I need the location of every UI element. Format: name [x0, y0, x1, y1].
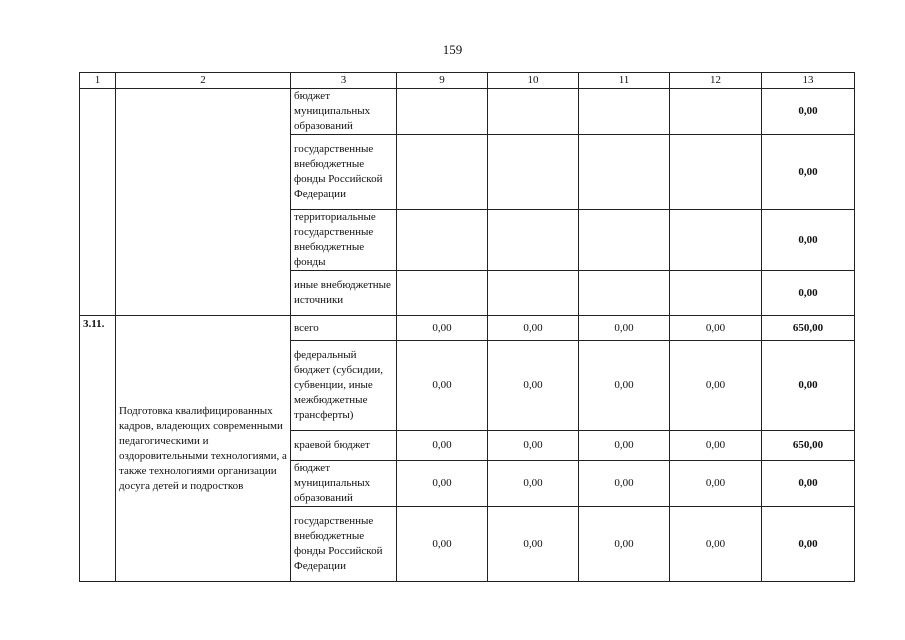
header-col-3: 3: [291, 73, 397, 89]
value-col-9: 0,00: [397, 507, 488, 582]
funding-source: всего: [291, 316, 397, 341]
value-col-9: 0,00: [397, 431, 488, 461]
value-col-10: [488, 271, 579, 316]
value-col-12: [670, 210, 762, 271]
table-row: [80, 89, 855, 135]
value-col-13: 0,00: [762, 271, 855, 316]
header-col-13: 13: [762, 73, 855, 89]
value-col-13: 0,00: [762, 341, 855, 431]
header-col-1: 1: [80, 73, 116, 89]
value-col-11: 0,00: [579, 461, 670, 507]
value-col-12: [670, 135, 762, 210]
value-col-11: 0,00: [579, 341, 670, 431]
value-col-13: 0,00: [762, 89, 855, 135]
header-col-2: 2: [116, 73, 291, 89]
funding-source: краевой бюджет: [291, 431, 397, 461]
value-col-11: 0,00: [579, 316, 670, 341]
item-description-cell: [116, 89, 291, 316]
value-col-9: 0,00: [397, 316, 488, 341]
header-col-10: 10: [488, 73, 579, 89]
funding-source: государственные внебюджетные фонды Российской Федерации: [291, 135, 397, 210]
value-col-9: [397, 210, 488, 271]
funding-source: бюджет муниципальных образований: [291, 89, 397, 135]
value-col-12: [670, 89, 762, 135]
value-col-13: 0,00: [762, 210, 855, 271]
value-col-9: [397, 89, 488, 135]
value-col-10: [488, 210, 579, 271]
value-col-11: 0,00: [579, 431, 670, 461]
value-col-10: 0,00: [488, 341, 579, 431]
funding-source: бюджет муниципальных образований: [291, 461, 397, 507]
header-col-12: 12: [670, 73, 762, 89]
value-col-10: 0,00: [488, 316, 579, 341]
budget-table: [79, 72, 855, 582]
value-col-10: 0,00: [488, 507, 579, 582]
value-col-11: [579, 210, 670, 271]
funding-source: государственные внебюджетные фонды Российской Федерации: [291, 507, 397, 582]
value-col-12: 0,00: [670, 341, 762, 431]
header-col-9: 9: [397, 73, 488, 89]
value-col-10: 0,00: [488, 461, 579, 507]
value-col-10: [488, 89, 579, 135]
value-col-9: [397, 271, 488, 316]
value-col-11: 0,00: [579, 507, 670, 582]
value-col-12: 0,00: [670, 431, 762, 461]
funding-source: территориальные государственные внебюджетные фонды: [291, 210, 397, 271]
value-col-9: 0,00: [397, 341, 488, 431]
value-col-12: 0,00: [670, 316, 762, 341]
item-number-cell: [80, 89, 116, 316]
header-row: [80, 73, 855, 89]
value-col-13: 0,00: [762, 135, 855, 210]
item-description: Подготовка квалифицированных кадров, владеющих современными педагогическими и оздоровительными технологиями, а также технологиями организации досуга детей и подростков: [116, 316, 291, 582]
table-row: [80, 316, 855, 341]
value-col-13: 0,00: [762, 507, 855, 582]
value-col-9: 0,00: [397, 461, 488, 507]
value-col-11: [579, 89, 670, 135]
value-col-11: [579, 271, 670, 316]
value-col-13: 650,00: [762, 431, 855, 461]
value-col-10: 0,00: [488, 431, 579, 461]
funding-source: федеральный бюджет (субсидии, субвенции, иные межбюджетные трансферты): [291, 341, 397, 431]
item-number: 3.11.: [80, 316, 116, 582]
value-col-11: [579, 135, 670, 210]
value-col-13: 650,00: [762, 316, 855, 341]
value-col-12: [670, 271, 762, 316]
value-col-12: 0,00: [670, 507, 762, 582]
funding-source: иные внебюджетные источники: [291, 271, 397, 316]
value-col-10: [488, 135, 579, 210]
value-col-13: 0,00: [762, 461, 855, 507]
value-col-12: 0,00: [670, 461, 762, 507]
value-col-9: [397, 135, 488, 210]
page-number: 159: [442, 42, 463, 57]
header-col-11: 11: [579, 73, 670, 89]
